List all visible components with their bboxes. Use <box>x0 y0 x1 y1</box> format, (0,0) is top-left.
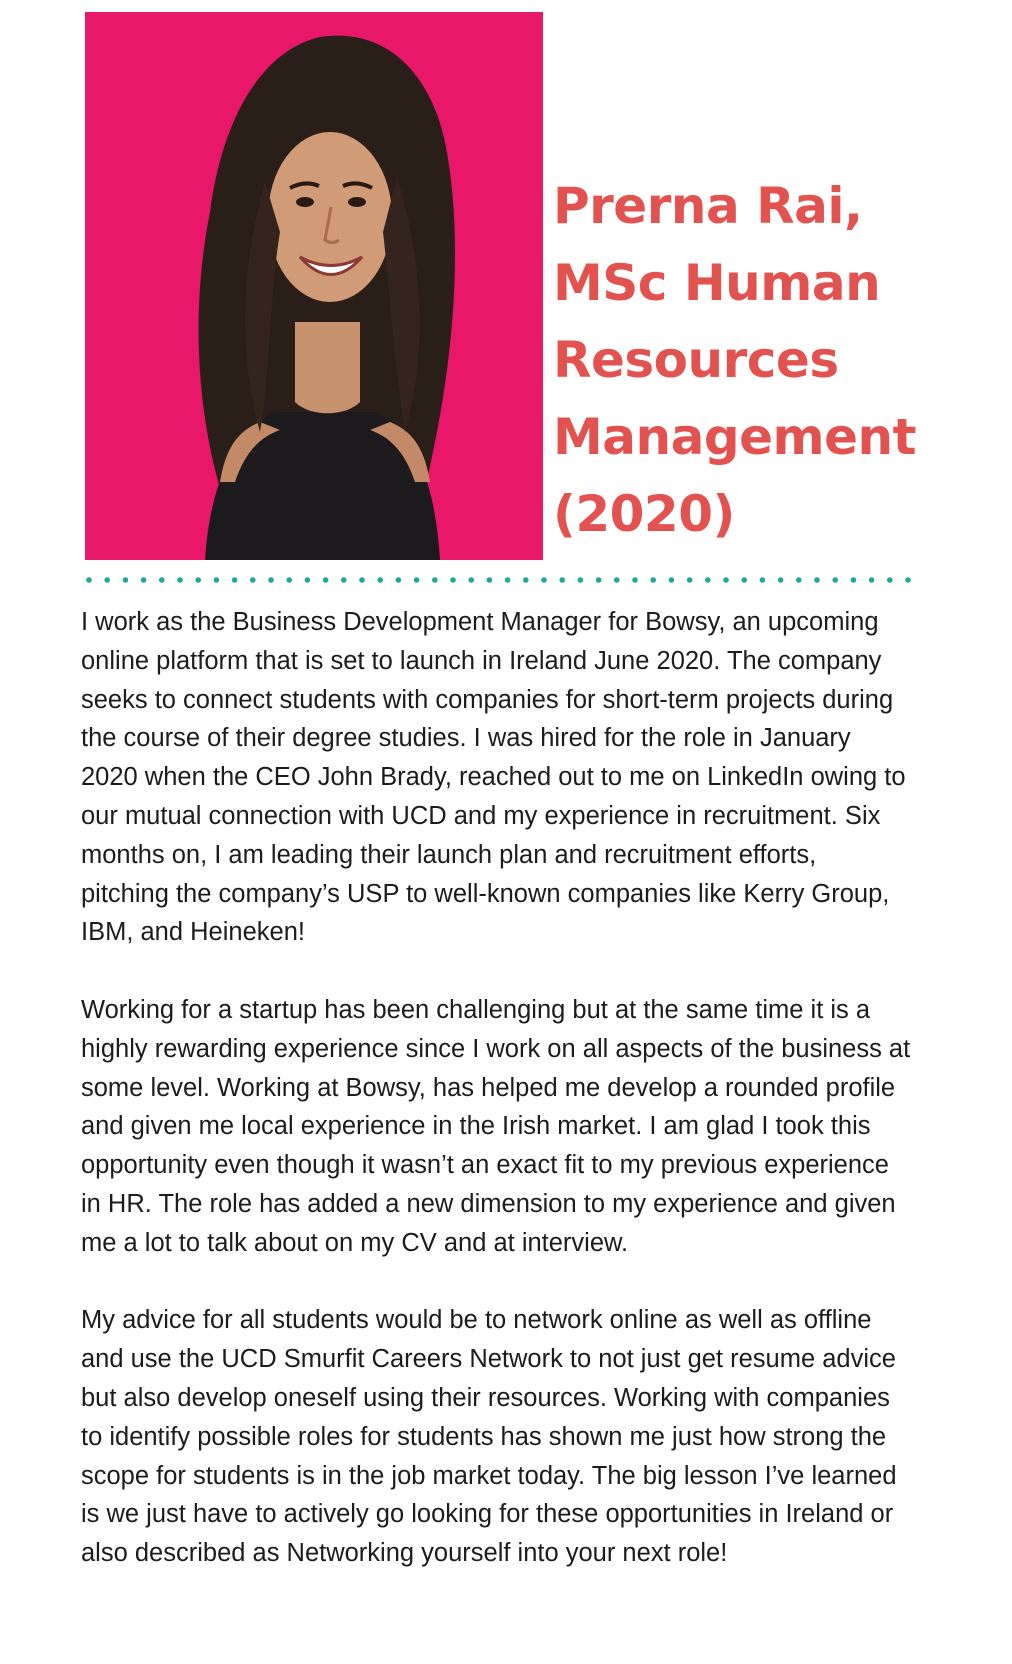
divider-dot <box>177 577 183 583</box>
divider-dot <box>505 577 511 583</box>
divider-dot <box>250 577 256 583</box>
divider-dot <box>851 577 857 583</box>
divider-dot <box>450 577 456 583</box>
portrait-illustration <box>85 12 543 560</box>
divider-dot <box>869 577 875 583</box>
divider-dot <box>887 577 893 583</box>
divider-dot <box>232 577 238 583</box>
divider-dot <box>796 577 802 583</box>
divider-dot <box>159 577 165 583</box>
title-line-degree: MSc Human <box>553 254 881 312</box>
divider-dot <box>123 577 129 583</box>
divider-dot <box>578 577 584 583</box>
divider-dot <box>632 577 638 583</box>
divider-dot <box>723 577 729 583</box>
divider-dot <box>650 577 656 583</box>
divider-dot <box>141 577 147 583</box>
profile-title <box>553 168 973 553</box>
divider-dot <box>905 577 911 583</box>
paragraph-1: I work as the Business Development Manager for Bowsy, an upcoming online platform that is set to launch in Ireland June 2020. The company seeks to connect students with companies for short-term projects during the course of their degree studies. I was hired for the role in January 2020 when the CEO John Brady, reached out to me on LinkedIn owing to our mutual connection with UCD and my experience in recruitment. Six months on, I am leading their launch plan and recruitment efforts, pitching the company’s USP to well-known companies like Kerry Group, IBM, and Heineken! <box>81 608 906 947</box>
divider-dot <box>669 577 675 583</box>
divider-dot <box>523 577 529 583</box>
article-body <box>81 603 911 1573</box>
divider-dot <box>832 577 838 583</box>
paragraph-3: My advice for all students would be to network online as well as offline and use the UCD Smurfit Careers Network to not just get resume advice but also develop oneself using their resources. Working with companies to identify possible roles for students has shown me just how strong the scope for students is in the job market today. The big lesson I’ve learned is we just have to actively go looking for these opportunities in Ireland or also described as Networking yourself into your next role! <box>81 1306 897 1568</box>
title-line-name: Prerna Rai, <box>553 177 863 235</box>
divider-dot <box>541 577 547 583</box>
divider-dot <box>104 577 110 583</box>
divider-dot <box>414 577 420 583</box>
divider-dot <box>286 577 292 583</box>
divider-dot <box>559 577 565 583</box>
profile-photo <box>85 12 543 560</box>
divider-dot <box>705 577 711 583</box>
divider-dot <box>760 577 766 583</box>
divider-dot <box>614 577 620 583</box>
divider-dot <box>305 577 311 583</box>
divider-dot <box>596 577 602 583</box>
divider-dot <box>377 577 383 583</box>
divider-dot <box>396 577 402 583</box>
title-line-field: Resources <box>553 331 839 389</box>
divider-dot <box>741 577 747 583</box>
divider-dot <box>359 577 365 583</box>
paragraph-2: Working for a startup has been challenging but at the same time it is a highly rewarding experience since I work on all aspects of the business at some level. Working at Bowsy, has helped me develop a rounded profile and given me local experience in the Irish market. I am glad I took this opportunity even though it wasn’t an exact fit to my previous experience in HR. The role has added a new dimension to my experience and given me a lot to talk about on my CV and at interview. <box>81 995 911 1257</box>
title-line-field-2: Management <box>553 408 917 466</box>
divider-dot <box>214 577 220 583</box>
divider-dot <box>341 577 347 583</box>
divider-dot <box>86 577 92 583</box>
divider-dot <box>487 577 493 583</box>
divider-dot <box>195 577 201 583</box>
divider-dot <box>268 577 274 583</box>
divider-dot <box>814 577 820 583</box>
divider-dot <box>687 577 693 583</box>
divider-dot <box>468 577 474 583</box>
divider-dot <box>778 577 784 583</box>
divider-dot <box>323 577 329 583</box>
divider-dot <box>432 577 438 583</box>
title-line-year: (2020) <box>553 485 735 543</box>
dotted-divider <box>86 574 920 586</box>
